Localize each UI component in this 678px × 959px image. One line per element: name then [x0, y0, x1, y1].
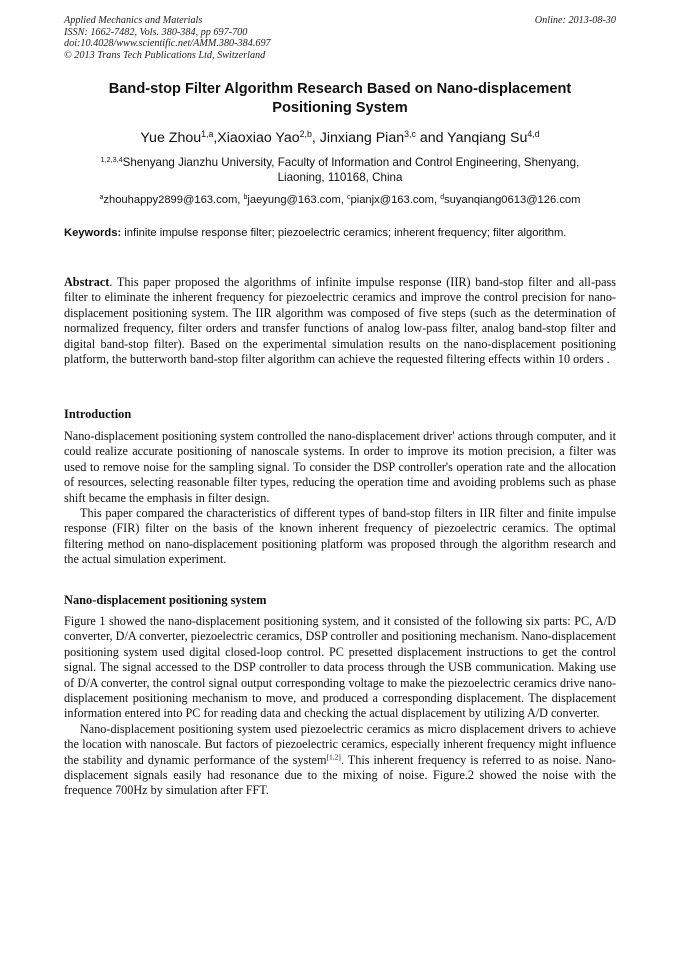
- introduction-paragraph-1: Nano-displacement positioning system controlled the nano-displacement driver' actions through computer, and it could realize accurate positioning of nanoscale systems. In order to improve its motion precision, a filter was used to remove noise for the sampling signal. To consider the DSP controller's operation rate and the allocation of resources, selecting reasonable filter types, reducing the operation time and avoiding problems such as phase shift became the emphasis in filter design.: [64, 429, 616, 505]
- email-list: [64, 193, 616, 207]
- positioning-paragraph-2-b: . This inherent frequency is referred to as noise. Nano-displacement signals easily had resonance due to the mixing of noise. Figure.2 showed the noise with the frequence 700Hz by simulation after FFT.: [64, 752, 616, 798]
- section-heading-positioning-system: Nano-displacement positioning system: [64, 593, 267, 607]
- abstract-text: . This paper proposed the algorithms of infinite impulse response (IIR) band-stop filter and all-pass filter to eliminate the inherent frequency for piezoelectric ceramics and improve the control precision for nano-displacement positioning system. The IIR algorithm was composed of five steps (such as the determination of normalized frequency, filter orders and transfer functions of analog low-pass filter, analog band-stop filter and digital band-stop filter). Based on the experimental simulation results on the nano-displacement positioning platform, the butterworth band-stop filter algorithm can achieve the requested filtering effects within 10 orders .: [64, 275, 616, 367]
- abstract-label: Abstract: [64, 275, 110, 289]
- affiliation-line-2: Liaoning, 110168, China: [277, 170, 403, 184]
- author-1-sup: 1,a: [201, 129, 214, 140]
- positioning-system-body: [64, 614, 616, 799]
- journal-name: Applied Mechanics and Materials: [64, 15, 203, 26]
- email-c-sup: c: [347, 194, 351, 202]
- affiliation-line-1: Shenyang Jianzhu University, Faculty of Information and Control Engineering, Shenyang,: [122, 156, 580, 169]
- citation-ref: [1,2]: [326, 752, 341, 762]
- author-list: [64, 130, 616, 147]
- author-2-sup: 2,b: [299, 129, 312, 140]
- email-d-sup: d: [440, 194, 445, 202]
- email-c: pianjx@163.com,: [350, 194, 441, 206]
- author-1-name: Yue Zhou: [140, 130, 202, 146]
- affiliation-sup: 1,2,3,4: [100, 155, 123, 165]
- introduction-paragraph-2: This paper compared the characteristics of different types of band-stop filters in IIR filter and finite impulse response (FIR) filter on the basis of the known inherent frequency of piezoelectric ceramics. The optimal filtering method on nano-displacement positioning platform was proposed through the algorithm research and the actual simulation experiment.: [64, 506, 616, 567]
- online-date: Online: 2013-08-30: [534, 15, 616, 26]
- introduction-body: [64, 429, 616, 568]
- author-4-name: and Yanqiang Su: [415, 130, 528, 146]
- email-d: suyanqiang0613@126.com: [444, 194, 581, 206]
- title-line-1: Band-stop Filter Algorithm Research Based on Nano-displacement: [108, 81, 572, 97]
- keywords-text: infinite impulse response filter; piezoelectric ceramics; inherent frequency; filter algorithm.: [121, 227, 567, 239]
- copyright: © 2013 Trans Tech Publications Ltd, Switzerland: [64, 49, 266, 61]
- positioning-paragraph-2: [64, 722, 616, 799]
- positioning-paragraph-1: Figure 1 showed the nano-displacement positioning system, and it consisted of the following six parts: PC, A/D converter, D/A converter, piezoelectric ceramics, DSP controller and positioning mechanism. Nano-displacement positioning system used digital closed-loop control. PC presetted displacement instructions to get the control signal. The signal accessed to the DSP controller to data process through the USB communication. Making use of D/A converter, the control signal output corresponding voltage to make the piezoelectric ceramics drive nano-displacement positioning mechanism to move, and produced a corresponding displacement. The displacement information entered into PC for reading data and checking the actual displacement by utilizing A/D converter.: [64, 614, 616, 721]
- doi: doi:10.4028/www.scientific.net/AMM.380-384.697: [64, 38, 271, 50]
- keywords: [64, 226, 616, 241]
- author-2-name: ,Xiaoxiao Yao: [213, 130, 300, 146]
- affiliation: [64, 156, 616, 185]
- author-3-name: , Jinxiang Pian: [311, 130, 405, 146]
- positioning-paragraph-2-a: Nano-displacement positioning system used piezoelectric ceramics as micro displacement drivers to achieve the location with nanoscale. But factors of piezoelectric ceramics, especially inherent frequency might influence the stability and dynamic performance of the system: [64, 721, 616, 767]
- introduction-heading: Introduction: [64, 407, 132, 421]
- author-3-sup: 3,c: [404, 129, 416, 140]
- email-a: zhouhappy2899@163.com,: [103, 194, 244, 206]
- email-b-sup: b: [243, 194, 248, 202]
- keywords-label: Keywords:: [64, 227, 122, 239]
- journal-header: [64, 15, 616, 61]
- author-4-sup: 4,d: [527, 129, 540, 140]
- issn: ISSN: 1662-7482, Vols. 380-384, pp 697-700: [64, 26, 248, 38]
- abstract: [64, 275, 616, 367]
- email-a-sup: a: [99, 194, 104, 202]
- paper-title: [64, 80, 616, 117]
- email-b: jaeyung@163.com,: [247, 194, 348, 206]
- title-line-2: Positioning System: [272, 99, 408, 116]
